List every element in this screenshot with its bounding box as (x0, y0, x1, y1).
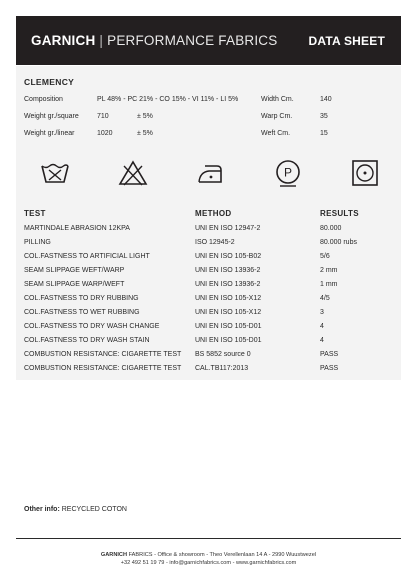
test-method: UNI EN ISO 105-X12 (195, 295, 262, 302)
svg-text:P: P (283, 165, 293, 180)
test-name: MARTINDALE ABRASION 12KPA (24, 225, 130, 232)
brand-name: GARNICH (31, 33, 96, 48)
spec-prop-value: 140 (320, 96, 332, 103)
spec-label: Composition (24, 96, 63, 103)
other-info (24, 506, 127, 513)
spec-label: Weight gr./linear (24, 130, 75, 137)
test-result: 1 mm (320, 281, 338, 288)
test-name: PILLING (24, 239, 51, 246)
table-row (24, 365, 399, 377)
test-method: UNI EN ISO 105-B02 (195, 253, 262, 260)
test-name: COL.FASTNESS TO ARTIFICIAL LIGHT (24, 253, 150, 260)
test-name: COMBUSTION RESISTANCE: CIGARETTE TEST (24, 365, 182, 372)
column-header-results: RESULTS (320, 209, 359, 218)
test-method: UNI EN ISO 105-X12 (195, 309, 262, 316)
test-result: 4 (320, 337, 324, 344)
test-name: COMBUSTION RESISTANCE: CIGARETTE TEST (24, 351, 182, 358)
test-method: UNI EN ISO 13936-2 (195, 281, 261, 288)
iron-low-icon (195, 158, 225, 188)
table-row (24, 323, 399, 335)
brand-separator: | (99, 33, 104, 48)
test-name: SEAM SLIPPAGE WARP/WEFT (24, 281, 125, 288)
datasheet-panel (16, 66, 401, 380)
footer-address: FABRICS - Office & showroom - Theo Verellenlaan 14 A - 2990 Wuustwezel (128, 552, 317, 558)
brand-title (31, 33, 277, 48)
column-header-test: TEST (24, 209, 46, 218)
test-result: 2 mm (320, 267, 338, 274)
table-row (24, 267, 399, 279)
footer-line-1 (16, 551, 401, 559)
table-row (24, 351, 399, 363)
brand-tagline: PERFORMANCE FABRICS (107, 33, 278, 48)
spec-label: Weight gr./square (24, 113, 79, 120)
spec-prop-label: Width Cm. (261, 96, 294, 103)
test-name: COL.FASTNESS TO DRY WASH STAIN (24, 337, 150, 344)
other-info-label: Other info: (24, 506, 60, 513)
table-row (24, 309, 399, 321)
spec-tolerance: ± 5% (137, 130, 153, 137)
test-method: UNI EN ISO 105-D01 (195, 337, 262, 344)
footer-contact: +32 492 51 19 79 - info@garnichfabrics.com - www.garnichfabrics.com (120, 560, 297, 566)
spec-row-weight-square (24, 113, 399, 125)
care-icons-row (16, 158, 401, 194)
test-method: ISO 12945-2 (195, 239, 235, 246)
test-method: CAL.TB117:2013 (195, 365, 249, 372)
table-row (24, 281, 399, 293)
fabric-name: CLEMENCY (24, 77, 75, 87)
test-result: 4/5 (320, 295, 330, 302)
spec-value: PL 48% - PC 21% - CO 15% - VI 11% - LI 5% (97, 96, 239, 103)
tumble-dry-icon (350, 158, 380, 188)
table-row (24, 225, 399, 237)
test-name: COL.FASTNESS TO DRY WASH CHANGE (24, 323, 160, 330)
other-info-value: RECYCLED COTON (61, 506, 127, 513)
test-method: BS 5852 source 0 (195, 351, 251, 358)
test-result: 80.000 rubs (320, 239, 357, 246)
test-result: 80.000 (320, 225, 342, 232)
test-name: COL.FASTNESS TO WET RUBBING (24, 309, 140, 316)
table-row (24, 337, 399, 349)
spec-value: 710 (97, 113, 109, 120)
spec-prop-label: Weft Cm. (261, 130, 291, 137)
column-header-method: METHOD (195, 209, 232, 218)
footer-brand: GARNICH (100, 552, 128, 558)
table-row (24, 295, 399, 307)
test-result: 4 (320, 323, 324, 330)
footer-divider (16, 538, 401, 539)
spec-prop-label: Warp Cm. (261, 113, 293, 120)
header-bar (16, 16, 401, 65)
test-method: UNI EN ISO 105-D01 (195, 323, 262, 330)
spec-prop-value: 15 (320, 130, 328, 137)
test-method: UNI EN ISO 12947-2 (195, 225, 261, 232)
test-name: COL.FASTNESS TO DRY RUBBING (24, 295, 139, 302)
test-method: UNI EN ISO 13936-2 (195, 267, 261, 274)
test-result: PASS (320, 365, 339, 372)
test-name: SEAM SLIPPAGE WEFT/WARP (24, 267, 125, 274)
dry-clean-p-icon (273, 158, 303, 188)
spec-value: 1020 (97, 130, 113, 137)
spec-row-composition (24, 96, 399, 108)
test-result: 5/6 (320, 253, 330, 260)
test-result: PASS (320, 351, 339, 358)
footer (16, 551, 401, 567)
spec-tolerance: ± 5% (137, 113, 153, 120)
sheet-label: DATA SHEET (308, 33, 385, 48)
table-row (24, 253, 399, 265)
spec-row-weight-linear (24, 130, 399, 142)
do-not-bleach-icon (118, 158, 148, 188)
table-row (24, 239, 399, 251)
test-result: 3 (320, 309, 324, 316)
spec-prop-value: 35 (320, 113, 328, 120)
wash-30-icon (40, 158, 70, 188)
